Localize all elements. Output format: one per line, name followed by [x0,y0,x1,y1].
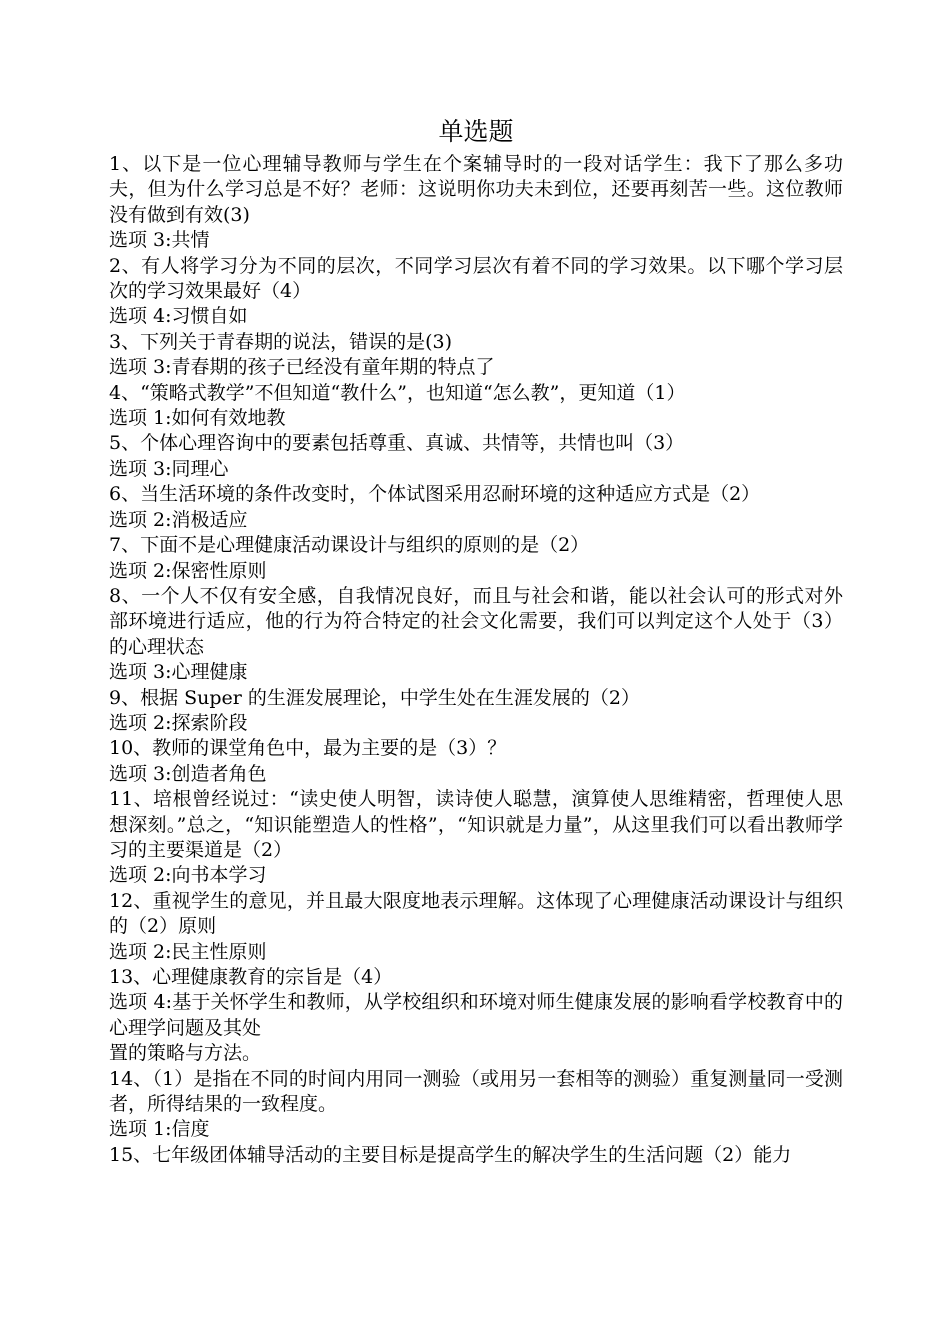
answer-option: 选项 4:基于关怀学生和教师，从学校组织和环境对师生健康发展的影响看学校教育中的心理学问题及其处 [109,991,843,1039]
question-list [109,152,843,1168]
answer-option: 选项 3:共情 [109,229,210,252]
answer-option: 选项 2:探索阶段 [109,711,248,734]
answer-option: 选项 2:向书本学习 [109,864,267,887]
document-page [109,112,843,1168]
answer-option: 选项 1:如何有效地教 [109,407,286,430]
question-text: 4、“策略式教学”不但知道“教什么”，也知道“怎么教”，更知道（1） [109,381,686,404]
answer-option: 选项 3:创造者角色 [109,762,267,785]
question-text: 3、下列关于青春期的说法，错误的是(3) [109,330,453,353]
answer-option: 选项 3:心理健康 [109,661,248,684]
question-text: 9、根据 Super 的生涯发展理论，中学生处在生涯发展的（2） [109,686,640,709]
answer-option: 选项 2:消极适应 [109,508,248,531]
question-text: 1、以下是一位心理辅导教师与学生在个案辅导时的一段对话学生：我下了那么多功夫，但为什么学习总是不好？老师：这说明你功夫未到位，还要再刻苦一些。这位教师没有做到有效(3) [109,153,843,226]
question-text: 10、教师的课堂角色中，最为主要的是（3）？ [109,737,507,760]
question-text: 12、重视学生的意见，并且最大限度地表示理解。这体现了心理健康活动课设计与组织的（2）原则 [109,889,843,938]
answer-option: 选项 3:青春期的孩子已经没有童年期的特点了 [109,356,495,379]
answer-option: 选项 1:信度 [109,1118,210,1141]
answer-option: 选项 3:同理心 [109,457,229,480]
question-text: 6、当生活环境的条件改变时，个体试图采用忍耐环境的这种适应方式是（2） [109,483,761,506]
question-text: 8、一个人不仅有安全感，自我情况良好，而且与社会和谐，能以社会认可的形式对外部环境进行适应，他的行为符合特定的社会文化需要，我们可以判定这个人处于（3）的心理状态 [109,584,843,658]
question-text: 11、培根曾经说过：“读史使人明智，读诗使人聪慧，演算使人思维精密，哲理使人思想深刻。”总之，“知识能塑造人的性格”，“知识就是力量”，从这里我们可以看出教师学习的主要渠道是（2） [109,788,843,861]
question-text: 5、个体心理咨询中的要素包括尊重、真诚、共情等，共情也叫（3） [109,432,685,455]
question-text: 7、下面不是心理健康活动课设计与组织的原则的是（2） [109,534,590,557]
page-title: 单选题 [438,117,514,146]
question-text: 15、七年级团体辅导活动的主要目标是提高学生的解决学生的生活问题（2）能力 [109,1143,792,1166]
question-text: 13、心理健康教育的宗旨是（4） [109,966,393,988]
question-text: 2、有人将学习分为不同的层次，不同学习层次有着不同的学习效果。以下哪个学习层次的学习效果最好（4） [109,254,843,303]
answer-option: 选项 2:保密性原则 [109,559,267,582]
answer-option: 选项 2:民主性原则 [109,940,267,963]
question-text: 14、（1）是指在不同的时间内用同一测验（或用另一套相等的测验）重复测量同一受测者，所得结果的一致程度。 [109,1067,843,1116]
answer-option: 置的策略与方法。 [109,1042,262,1065]
answer-option: 选项 4:习惯自如 [109,305,248,328]
